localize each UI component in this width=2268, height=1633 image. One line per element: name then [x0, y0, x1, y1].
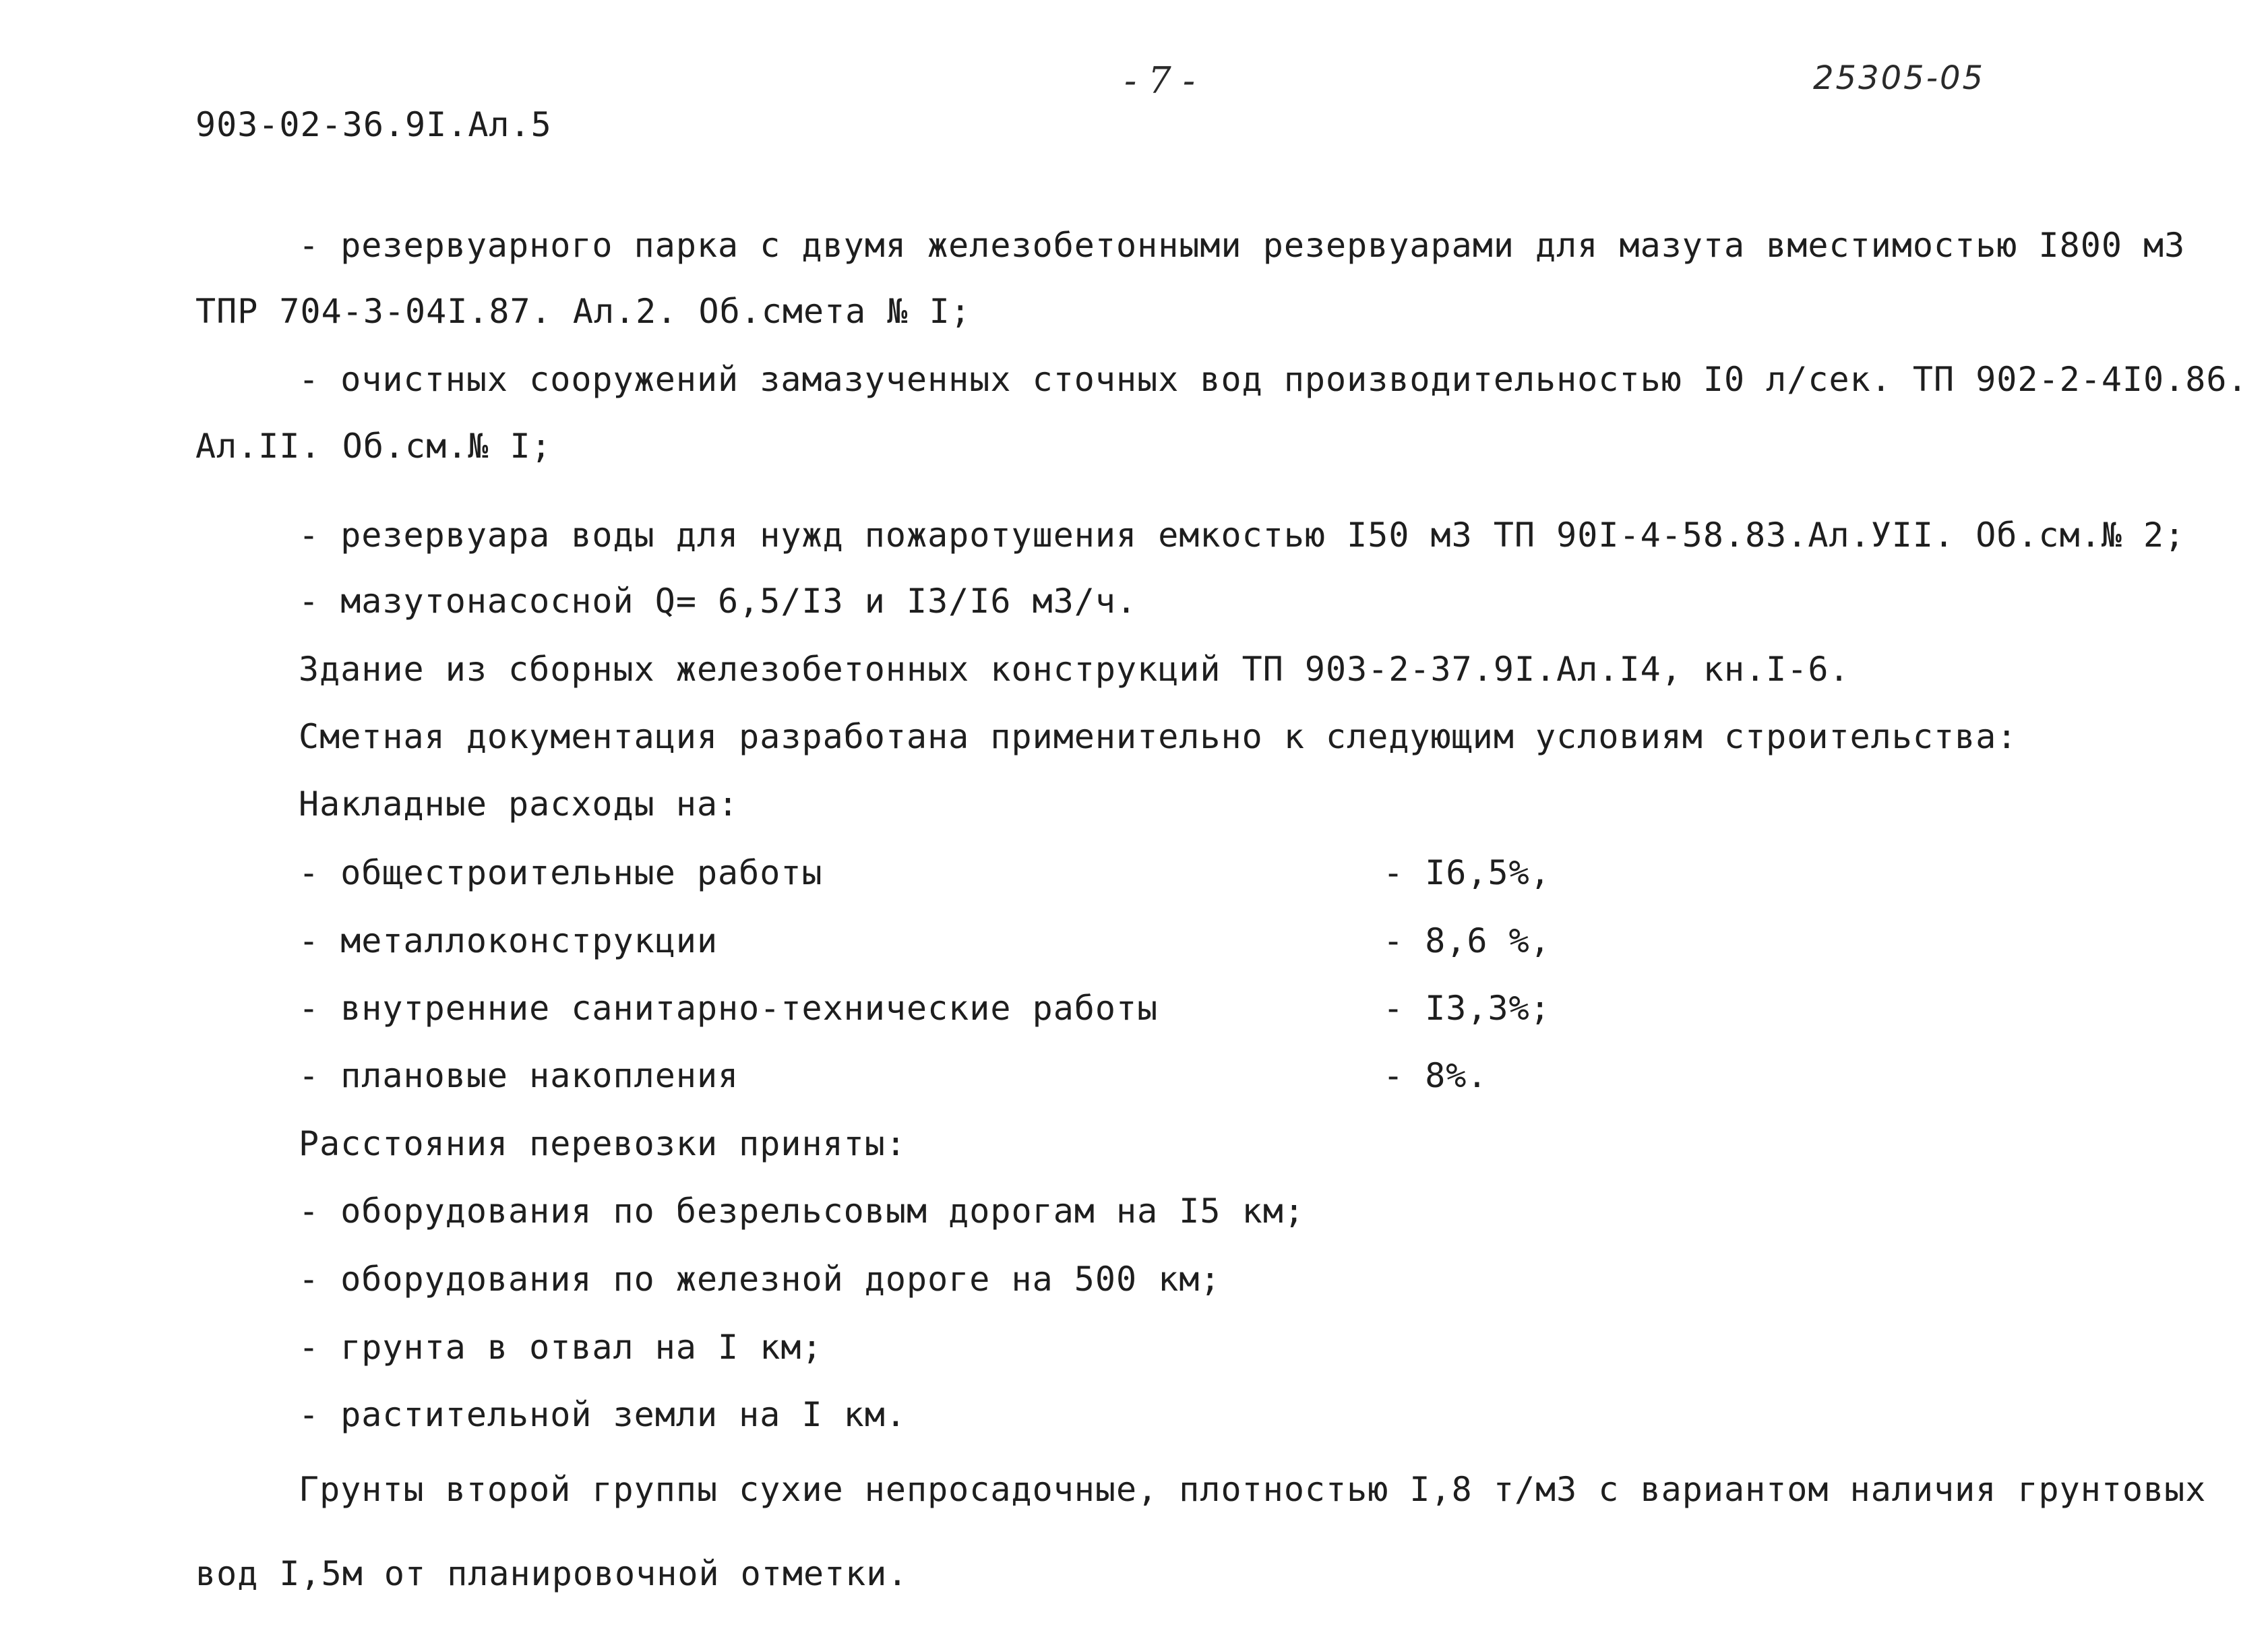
overhead-item-value: - I3,3%; — [1383, 989, 1551, 1028]
paragraph-tank-park-line2: ТПР 704-3-04I.87. Ал.2. Об.смета № I; — [195, 292, 971, 331]
transport-item: - растительной земли на I км. — [299, 1395, 907, 1434]
paragraph-building: Здание из сборных железобетонных конструкций ТП 903-2-37.9I.Ал.I4, кн.I-6. — [299, 650, 1850, 689]
overhead-item-value: - 8,6 %, — [1383, 921, 1551, 960]
transport-item: - оборудования по безрельсовым дорогам на I5 км; — [299, 1192, 1305, 1231]
overhead-item-value: - 8%. — [1383, 1056, 1488, 1095]
paragraph-tank-park-line1: - резервуарного парка с двумя железобетонными резервуарами для мазута вместимостью I800 м3 — [299, 226, 2186, 265]
paragraph-pump-station: - мазутонасосной Q= 6,5/I3 и I3/I6 м3/ч. — [299, 582, 1138, 621]
paragraph-treatment-line2: Ал.II. Об.см.№ I; — [195, 427, 552, 466]
transport-item: - оборудования по железной дороге на 500 км; — [299, 1260, 1221, 1299]
archive-number: 25305-05 — [1813, 59, 1986, 97]
transport-heading: Расстояния перевозки приняты: — [299, 1124, 907, 1163]
paragraph-treatment-line1: - очистных сооружений замазученных сточных вод производительностью I0 л/сек. ТП 902-2-4I0.86. — [299, 360, 2248, 399]
paragraph-overhead-heading: Накладные расходы на: — [299, 784, 739, 824]
overhead-item-value: - I6,5%, — [1383, 853, 1551, 892]
soil-description-line2: вод I,5м от планировочной отметки. — [195, 1554, 909, 1593]
overhead-item-label: - общестроительные работы — [299, 853, 823, 892]
overhead-item-label: - плановые накопления — [299, 1056, 739, 1095]
page-number: - 7 - — [1124, 59, 1196, 102]
paragraph-estimate-conditions: Сметная документация разработана применительно к следующим условиям строительства: — [299, 717, 2018, 756]
overhead-item-label: - внутренние санитарно-технические работы — [299, 989, 1159, 1028]
soil-description-line1: Грунты второй группы сухие непросадочные, плотностью I,8 т/м3 с вариантом наличия грунтовых — [299, 1470, 2207, 1509]
overhead-item-label: - металлоконструкции — [299, 921, 718, 960]
transport-item: - грунта в отвал на I км; — [299, 1328, 823, 1367]
paragraph-fire-water-tank: - резервуара воды для нужд пожаротушения емкостью I50 м3 ТП 90I-4-58.83.Ал.УII. Об.см.№ 2; — [299, 516, 2186, 555]
document-code: 903-02-36.9I.Ал.5 — [195, 105, 552, 144]
